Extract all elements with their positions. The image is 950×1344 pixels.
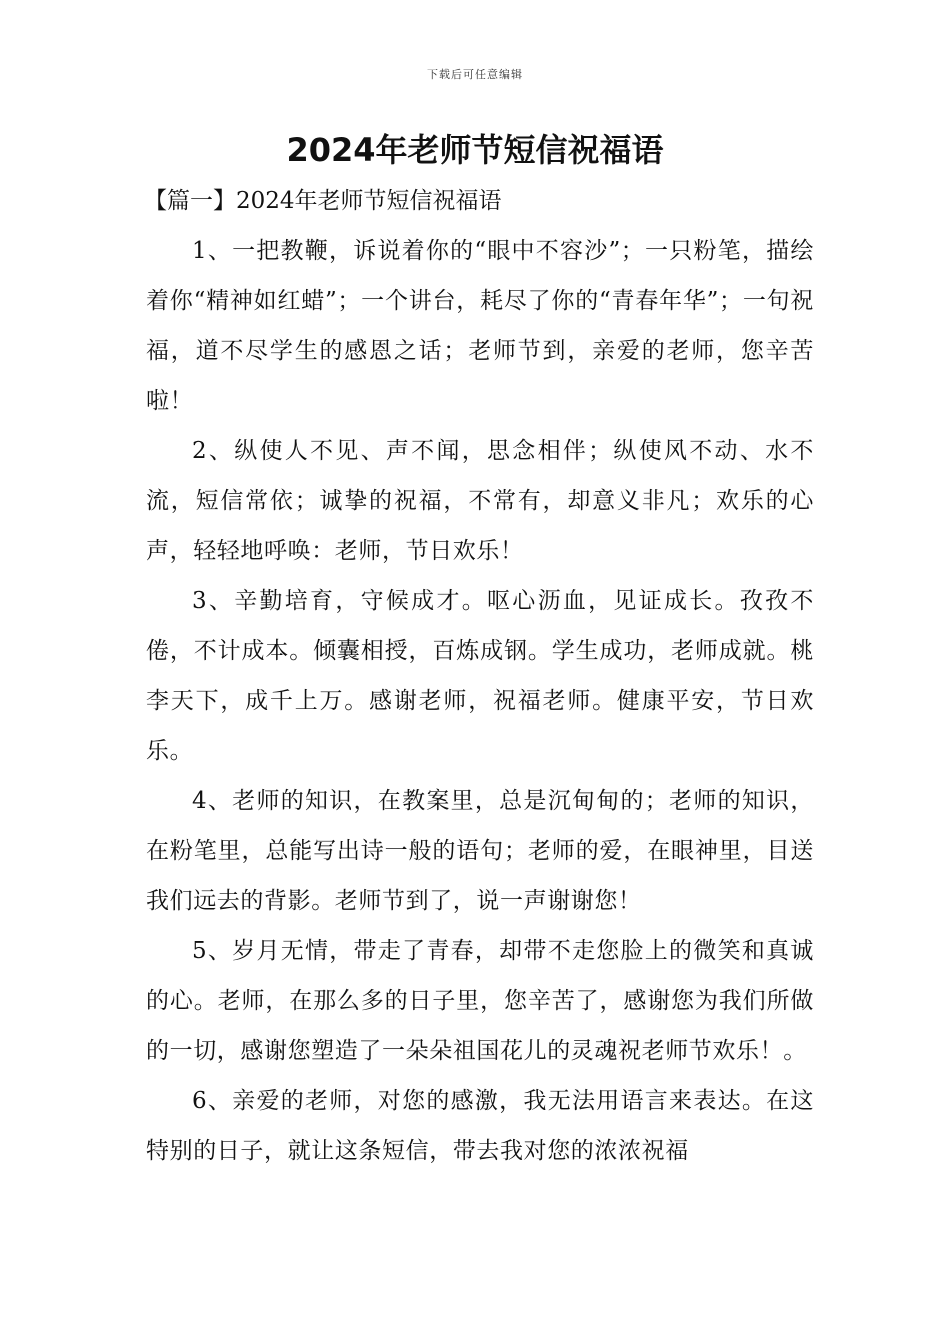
document-body xyxy=(146,176,814,1176)
paragraph-3: 3、辛勤培育，守候成才。呕心沥血，见证成长。孜孜不倦，不计成本。倾囊相授，百炼成钢。学生成功，老师成就。桃李天下，成千上万。感谢老师，祝福老师。健康平安，节日欢乐。 xyxy=(146,588,814,764)
section-heading: 【篇一】2024年老师节短信祝福语 xyxy=(144,188,502,214)
document-title: 2024年老师节短信祝福语 xyxy=(286,131,664,169)
paragraph-4: 4、老师的知识，在教案里，总是沉甸甸的；老师的知识，在粉笔里，总能写出诗一般的语句；老师的爱，在眼神里，目送我们远去的背影。老师节到了，说一声谢谢您！ xyxy=(146,788,814,914)
paragraph-5: 5、岁月无情，带走了青春，却带不走您脸上的微笑和真诚的心。老师，在那么多的日子里，您辛苦了，感谢您为我们所做的一切，感谢您塑造了一朵朵祖国花儿的灵魂祝老师节欢乐！。 xyxy=(146,938,814,1064)
paragraph-6: 6、亲爱的老师，对您的感激，我无法用语言来表达。在这特别的日子，就让这条短信，带去我对您的浓浓祝福 xyxy=(146,1088,814,1164)
header-note: 下载后可任意编辑 xyxy=(427,68,523,81)
paragraph-1: 1、一把教鞭，诉说着你的“眼中不容沙”；一只粉笔，描绘着你“精神如红蜡”；一个讲台，耗尽了你的“青春年华”；一句祝福，道不尽学生的感恩之话；老师节到，亲爱的老师，您辛苦啦！ xyxy=(146,238,814,414)
paragraph-2: 2、纵使人不见、声不闻，思念相伴；纵使风不动、水不流，短信常依；诚挚的祝福，不常有，却意义非凡；欢乐的心声，轻轻地呼唤：老师，节日欢乐！ xyxy=(146,438,814,564)
